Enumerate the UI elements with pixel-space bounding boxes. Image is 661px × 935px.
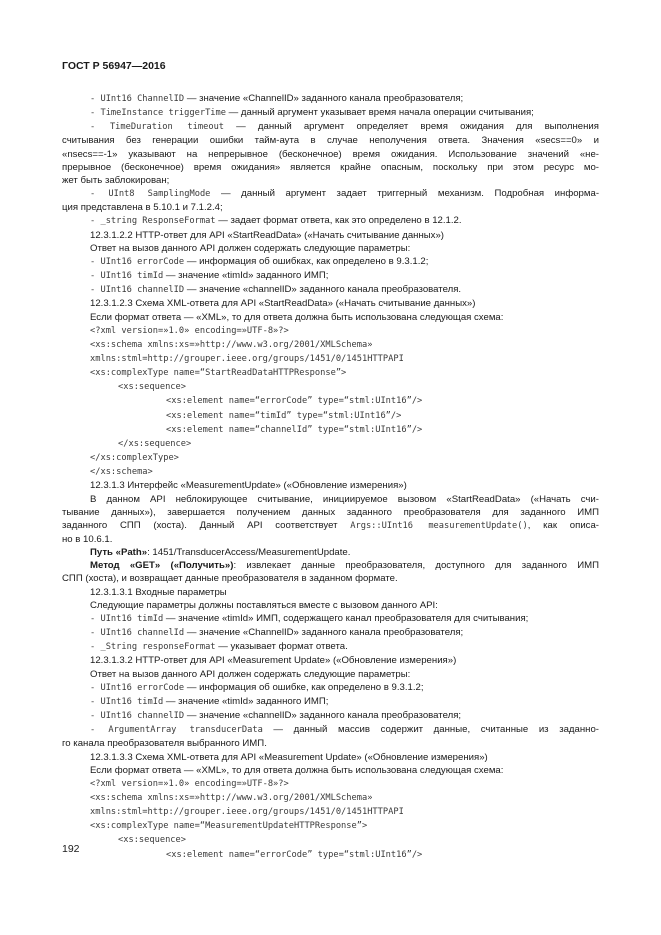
code-fragment: xmlns:stml=http://grouper.ieee.org/groups/1451/0/1451HTTPAPI (90, 353, 404, 364)
text-fragment: : 1451/TransducerAccess/MeasurementUpdate. (147, 547, 351, 559)
code-fragment: - UInt16 errorCode (90, 682, 185, 693)
code-fragment: - TimeDuration timeout (90, 122, 225, 133)
text-line (62, 506, 599, 519)
text-line (62, 451, 599, 465)
text-fragment: — значение «ChannelID» заданного канала преобразователя; (184, 93, 464, 104)
text-line (62, 201, 599, 214)
text-fragment: — указывает формат ответа. (215, 641, 348, 653)
text-fragment: 12.3.1.3.1 Входные параметры (90, 586, 227, 598)
code-fragment: - UInt16 timId (90, 696, 164, 707)
text-line (62, 668, 599, 681)
text-line (62, 120, 599, 134)
text-fragment: прерывное (бесконечное) время ожидания» является крайне опасным, поскольку при этом ресурс мо- (62, 161, 599, 173)
code-fragment: - UInt16 timId (90, 613, 164, 624)
code-fragment: - UInt16 channelID (90, 711, 185, 722)
text-line (62, 777, 599, 791)
code-fragment: - UInt8 SamplingMode (90, 189, 211, 200)
text-line (62, 394, 599, 408)
code-fragment: - UInt16 timId (90, 271, 164, 282)
text-fragment: Ответ на вызов данного API должен содержать следующие параметры: (90, 668, 411, 680)
code-fragment: - UInt16 errorCode (90, 256, 185, 267)
text-line (62, 134, 599, 147)
text-fragment: — данный аргумент указывает время начала операции считывания; (226, 107, 534, 119)
text-line (62, 695, 599, 709)
text-fragment: Ответ на вызов данного API должен содержать следующие параметры: (90, 242, 411, 254)
text-line (62, 546, 599, 559)
code-fragment: - TimeInstance triggerTime (90, 108, 226, 119)
text-line (62, 751, 599, 764)
text-line (62, 737, 599, 750)
text-line (62, 437, 599, 451)
code-fragment: <xs:schema xmlns:xs=»http://www.w3.org/2001/XMLSchema» (90, 339, 373, 350)
text-fragment: но в 10.6.1. (62, 534, 113, 545)
text-line (62, 493, 599, 506)
code-fragment: - ArgumentArray transducerData (90, 725, 263, 736)
code-fragment: <xs:element name=“errorCode” type=“stml:UInt16”/> (166, 396, 423, 407)
text-line (62, 352, 599, 366)
code-fragment: </xs:schema> (90, 467, 153, 478)
text-line (62, 409, 599, 423)
bold-term: Путь «Path» (90, 547, 148, 559)
text-line (62, 174, 599, 187)
text-fragment: — значение «timId» заданного ИМП; (163, 270, 329, 282)
text-line (62, 479, 599, 492)
text-line (62, 586, 599, 599)
code-fragment: <xs:sequence> (118, 382, 186, 393)
text-line (62, 380, 599, 394)
text-line (62, 848, 599, 862)
text-line (62, 148, 599, 161)
text-line (62, 465, 599, 479)
text-line (62, 612, 599, 626)
text-fragment: — данный аргумент определяет время ожидания для выполнения (224, 121, 599, 133)
text-fragment: — значение «timId» ИМП, содержащего канал преобразователя для считывания; (163, 612, 529, 624)
text-line (62, 187, 599, 201)
text-fragment: — значение «channelID» заданного канала преобразователя; (184, 710, 462, 722)
text-line (62, 833, 599, 847)
text-fragment: 12.3.1.3.3 Схема XML-ответа для API «Measurement Update» («Обновление измерения») (90, 751, 488, 763)
code-fragment: - UInt16 ChannelID (90, 94, 185, 104)
text-fragment: считывания без генерации ошибки тайм-аута в случае неполучения ответа. Значения «secs==0» и (62, 135, 599, 147)
text-fragment: Следующие параметры должны поставляться вместе с вызовом данного API: (90, 599, 438, 611)
text-line (62, 106, 599, 120)
code-fragment: - _string ResponseFormat (90, 216, 216, 227)
text-fragment: , как описа- (527, 519, 599, 531)
text-line (62, 819, 599, 833)
page-number: 192 (62, 843, 80, 855)
text-line (62, 283, 599, 297)
text-fragment: — значение «channelID» заданного канала преобразователя. (184, 284, 462, 296)
text-line (62, 559, 599, 572)
page-body (62, 92, 599, 862)
text-line (62, 572, 599, 585)
text-fragment: ция представлена в 5.10.1 и 7.1.2.4; (62, 202, 223, 214)
text-line (62, 297, 599, 310)
code-fragment: <xs:element name=“errorCode” type=“stml:UInt16”/> (166, 849, 423, 860)
text-fragment: «nsecs==-1» указывают на непрерывное (бесконечное) время ожидания. Использование значений «не- (62, 148, 599, 160)
code-fragment: </xs:complexType> (90, 453, 179, 464)
text-fragment: жет быть заблокирован; (62, 174, 170, 186)
code-fragment: <?xml version=»1.0» encoding=»UTF-8»?> (90, 325, 289, 336)
text-line (62, 533, 599, 546)
text-line (62, 229, 599, 242)
text-line (62, 805, 599, 819)
text-fragment: 12.3.1.3 Интерфейс «MeasurementUpdate» («Обновление измерения») (90, 480, 407, 492)
code-fragment: <xs:element name=“timId” type=“stml:UInt16”/> (166, 410, 402, 421)
text-line (62, 324, 599, 338)
code-fragment: <xs:element name=“channelId” type=“stml:UInt16”/> (166, 424, 423, 435)
text-fragment: — значение «ChannelID» заданного канала преобразователя; (184, 627, 464, 639)
document-header: ГОСТ Р 56947—2016 (62, 60, 166, 72)
text-fragment: — информация об ошибке, как определено в 9.3.1.2; (184, 681, 424, 693)
text-fragment: Если формат ответа — «XML», то для ответа должна быть использована следующая схема: (90, 311, 504, 323)
text-line (62, 338, 599, 352)
text-line (62, 519, 599, 533)
text-line (62, 791, 599, 805)
text-fragment: — значение «timId» заданного ИМП; (163, 695, 329, 707)
text-line (62, 161, 599, 174)
text-line (62, 214, 599, 228)
code-fragment: - UInt16 channelID (90, 285, 185, 296)
text-fragment: СПП (хоста), и возвращает данные преобразователя в заданном формате. (62, 573, 398, 585)
text-line (62, 92, 599, 106)
text-line (62, 423, 599, 437)
text-line (62, 626, 599, 640)
code-fragment: </xs:sequence> (118, 438, 192, 449)
code-fragment: <xs:complexType name=“MeasurementUpdateHTTPResponse”> (90, 821, 368, 832)
text-fragment: — данный аргумент задает триггерный механизм. Подробная информа- (210, 188, 599, 200)
text-fragment: — данный массив содержит данные, считанные из заданно- (262, 724, 599, 736)
text-fragment: 12.3.1.2.2 HTTP-ответ для API «StartReadData» («Начать считывание данных») (90, 229, 444, 241)
bold-term: Метод «GET» («Получить») (90, 560, 234, 572)
code-fragment: <xs:schema xmlns:xs=»http://www.w3.org/2001/XMLSchema» (90, 792, 373, 803)
text-line (62, 242, 599, 255)
text-fragment: 12.3.1.2.3 Схема XML-ответа для API «StartReadData» («Начать считывание данных») (90, 298, 476, 310)
text-fragment: тывание данных»), завершается получением данных заданного преобразователя для заданного ИМП (62, 506, 599, 518)
text-line (62, 640, 599, 654)
text-fragment: — информация об ошибках, как определено в 9.3.1.2; (184, 255, 429, 267)
text-line (62, 681, 599, 695)
text-fragment: 12.3.1.3.2 HTTP-ответ для API «Measurement Update» («Обновление измерения») (90, 655, 457, 667)
text-fragment: : извлекает данные преобразователя, доступного для заданного ИМП (233, 560, 599, 572)
text-line (62, 709, 599, 723)
text-line (62, 366, 599, 380)
text-fragment: Если формат ответа — «XML», то для ответа должна быть использована следующая схема: (90, 764, 504, 776)
code-fragment: <xs:sequence> (118, 835, 186, 846)
text-line (62, 599, 599, 612)
text-line (62, 269, 599, 283)
text-fragment: — задает формат ответа, как это определено в 12.1.2. (215, 215, 462, 227)
text-line (62, 311, 599, 324)
code-fragment: <?xml version=»1.0» encoding=»UTF-8»?> (90, 778, 289, 789)
text-line (62, 255, 599, 269)
code-fragment: - UInt16 channelId (90, 628, 185, 639)
code-fragment: - _String responseFormat (90, 642, 216, 653)
code-fragment: xmlns:stml=http://grouper.ieee.org/groups/1451/0/1451HTTPAPI (90, 807, 404, 818)
text-line (62, 764, 599, 777)
text-fragment: го канала преобразователя выбранного ИМП. (62, 738, 267, 750)
text-line (62, 723, 599, 737)
text-fragment: В данном API неблокирующее считывание, инициируемое вызовом «StartReadData» («Начать счи- (90, 493, 599, 505)
text-fragment: заданного СПП (хоста). Данный API соответствует (62, 519, 351, 531)
text-line (62, 654, 599, 667)
code-fragment: Args::UInt16 measurementUpdate() (350, 520, 528, 531)
code-fragment: <xs:complexType name=“StartReadDataHTTPResponse”> (90, 368, 347, 379)
